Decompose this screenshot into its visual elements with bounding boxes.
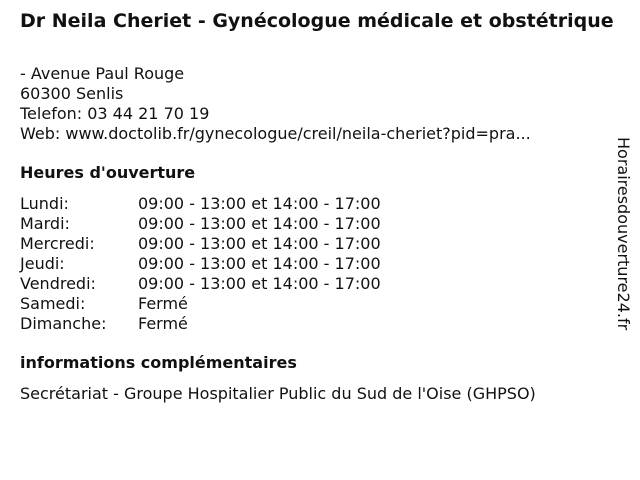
day-label: Dimanche:: [20, 314, 107, 333]
hours-row-saturday: [20, 294, 381, 314]
hours-row-wednesday: [20, 234, 381, 254]
hours-value: 09:00 - 13:00 et 14:00 - 17:00: [138, 254, 381, 273]
day-label: Mardi:: [20, 214, 70, 233]
website-link: Web: www.doctolib.fr/gynecologue/creil/neila-cheriet?pid=pra...: [20, 124, 531, 143]
hours-value: 09:00 - 13:00 et 14:00 - 17:00: [138, 214, 381, 233]
page-title: Dr Neila Cheriet - Gynécologue médicale et obstétrique: [20, 10, 614, 32]
street-address: - Avenue Paul Rouge: [20, 64, 185, 83]
additional-info-text: Secrétariat - Groupe Hospitalier Public du Sud de l'Oise (GHPSO): [20, 384, 536, 403]
hours-row-friday: [20, 274, 381, 294]
hours-value: 09:00 - 13:00 et 14:00 - 17:00: [138, 234, 381, 253]
day-label: Jeudi:: [20, 254, 65, 273]
day-label: Vendredi:: [20, 274, 96, 293]
hours-value: Fermé: [138, 294, 188, 313]
day-label: Lundi:: [20, 194, 69, 213]
hours-value: 09:00 - 13:00 et 14:00 - 17:00: [138, 194, 381, 213]
hours-value: 09:00 - 13:00 et 14:00 - 17:00: [138, 274, 381, 293]
address-block: [20, 64, 531, 144]
hours-row-monday: [20, 194, 381, 214]
opening-hours-table: [20, 194, 381, 334]
site-watermark: Horairesdouverture24.fr: [614, 137, 633, 331]
day-label: Samedi:: [20, 294, 86, 313]
additional-info-heading: informations complémentaires: [20, 353, 297, 372]
opening-hours-heading: Heures d'ouverture: [20, 163, 196, 182]
phone-number: Telefon: 03 44 21 70 19: [20, 104, 210, 123]
hours-row-sunday: [20, 314, 381, 334]
hours-row-tuesday: [20, 214, 381, 234]
day-label: Mercredi:: [20, 234, 95, 253]
hours-value: Fermé: [138, 314, 188, 333]
city: 60300 Senlis: [20, 84, 124, 103]
hours-row-thursday: [20, 254, 381, 274]
